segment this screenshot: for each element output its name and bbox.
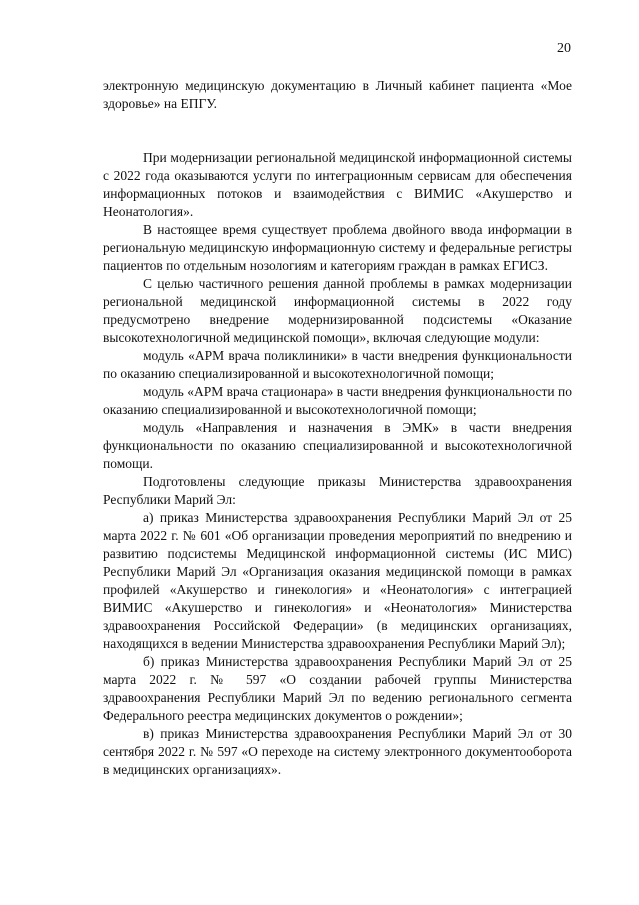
- paragraph-orders-intro: Подготовлены следующие приказы Министерства здравоохранения Республики Марий Эл:: [103, 474, 572, 507]
- list-item-order-c: в) приказ Министерства здравоохранения Республики Марий Эл от 30 сентября 2022 г. № 597 «О переходе на систему электронного документооборота в медицинских организациях».: [103, 726, 572, 777]
- document-body: [103, 77, 572, 779]
- paragraph-partial-solution: С целью частичного решения данной проблемы в рамках модернизации региональной медицинской информационной системы в 2022 году предусмотрено внедрение модернизированной подсистемы «Оказание высокотехнологичной медицинской помощи», включая следующие модули:: [103, 276, 572, 345]
- list-item-module-hospital: модуль «АРМ врача стационара» в части внедрения функциональности по оказанию специализированной и высокотехнологичной помощи;: [103, 384, 572, 417]
- list-item-order-a: а) приказ Министерства здравоохранения Республики Марий Эл от 25 марта 2022 г. № 601 «Об организации проведения мероприятий по внедрению и развитию подсистемы Медицинской информационной системы (ИС МИС) Республики Марий Эл «Организация оказания медицинской помощи в рамках профилей «Акушерство и гинекология» и «Неонатология» с интеграцией ВИМИС «Акушерство и гинекология» и «Неонатология» Министерства здравоохранения Российской Федерации» (в медицинских организациях, находящихся в ведении Министерства здравоохранения Республики Марий Эл);: [103, 510, 572, 651]
- paragraph-continuation: электронную медицинскую документацию в Личный кабинет пациента «Мое здоровье» на ЕПГУ.: [103, 78, 572, 111]
- paragraph-modernization: При модернизации региональной медицинской информационной системы с 2022 года оказываются услуги по интеграционным сервисам для обеспечения информационных потоков и взаимодействия с ВИМИС «Акушерство и Неонатология».: [103, 150, 572, 219]
- page-number: 20: [557, 41, 571, 56]
- paragraph-double-input-problem: В настоящее время существует проблема двойного ввода информации в региональную медицинскую информационную систему и федеральные регистры пациентов по отдельным нозологиям и категориям граждан в рамках ЕГИСЗ.: [103, 222, 572, 273]
- list-item-module-polyclinic: модуль «АРМ врача поликлиники» в части внедрения функциональности по оказанию специализированной и высокотехнологичной помощи;: [103, 348, 572, 381]
- paragraph-gap: [103, 113, 572, 149]
- list-item-order-b: б) приказ Министерства здравоохранения Республики Марий Эл от 25 марта 2022 г. № 597 «О создании рабочей группы Министерства здравоохранения Республики Марий Эл по ведению регионального сегмента Федерального реестра медицинских документов о рождении»;: [103, 654, 572, 723]
- list-item-module-referrals: модуль «Направления и назначения в ЭМК» в части внедрения функциональности по оказанию специализированной и высокотехнологичной помощи.: [103, 420, 572, 471]
